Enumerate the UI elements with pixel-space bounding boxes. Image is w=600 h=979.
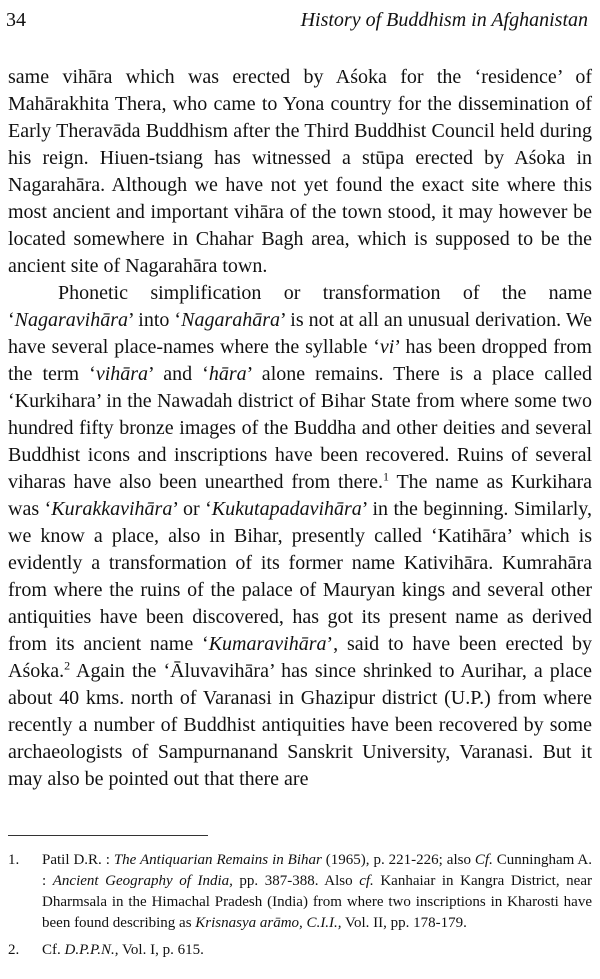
text-span: ’ has been dropped from the term ‘	[8, 336, 592, 385]
footnote-text	[42, 940, 592, 961]
text-span: Kanhaiar in Kangra District, near Dharmsala in the Himachal Pradesh (India) from where two inscriptions in Kharosti have been found describing as	[42, 873, 592, 931]
footnote-divider	[8, 835, 208, 836]
text-span: Cunningham A. :	[42, 852, 592, 889]
text-span: Phonetic simplification or transformation of the name ‘	[8, 282, 592, 331]
footnote-text	[42, 850, 592, 934]
italic-term: Kurakkavihāra	[51, 498, 173, 520]
text-span: Vol. II, pp. 178-179.	[341, 915, 467, 931]
footnotes	[8, 850, 592, 967]
text-span: ’ or ‘	[172, 498, 212, 520]
footnote-marker: 1	[383, 469, 389, 484]
text-span: ’, said to have been erected by Aśoka.	[8, 633, 592, 682]
italic-term: vihāra	[95, 363, 149, 385]
text-span: Cf.	[42, 942, 65, 958]
text-span: (1965), p. 221-226; also	[321, 852, 475, 868]
italic-term: vi	[379, 336, 395, 358]
italic-term: The Antiquarian Remains in Bihar	[113, 852, 322, 868]
italic-term: Kukutapadavihāra	[211, 498, 362, 520]
footnote-2	[8, 940, 592, 961]
text-span: Vol. I, p. 615.	[118, 942, 204, 958]
italic-term: Cf.	[474, 852, 493, 868]
italic-term: Ancient Geography of India,	[52, 873, 233, 889]
page-number: 34	[6, 8, 26, 31]
text-span: The name as Kurkihara was ‘	[8, 471, 592, 520]
text-span: ’ is not at all an unusual derivation. We have several place-names where the syllable ‘	[8, 309, 593, 358]
italic-term: D.P.P.N.,	[64, 942, 119, 958]
body-text	[8, 64, 592, 793]
text-span: Patil D.R. :	[42, 852, 114, 868]
italic-term: Kumaravihāra	[208, 633, 327, 655]
italic-term: hāra	[208, 363, 247, 385]
text-span: ’ and ‘	[148, 363, 209, 385]
text-span: ’ alone remains. There is a place called ‘Kurkihara’ in the Nawadah district of Bihar State from where some two hundred fifty bronze images of the Buddha and other deities and several Buddhist icons and inscriptions have been recovered. Ruins of several viharas have also been unearthed from there.	[8, 363, 593, 493]
italic-term: Nagarahāra	[181, 309, 281, 331]
footnote-1	[8, 850, 592, 934]
text-span: Again the ‘Āluvavihāra’ has since shrinked to Aurihar, a place about 40 kms. north of Varanasi in Ghazipur district (U.P.) from where recently a number of Buddhist antiquities have been recovered by some archaeologists of Sampurnanand Sanskrit University, Varanasi. But it may also be pointed out that there are	[8, 660, 592, 790]
running-header	[0, 0, 600, 40]
text-span: ’ in the beginning. Similarly, we know a place, also in Bihar, presently called ‘Katihāra’ which is evidently a transformation of its former name Kativihāra. Kumrahāra from where the ruins of the palace of Mauryan kings and several other antiquities have been discovered, has got its present name as derived from its ancient name ‘	[8, 498, 592, 655]
footnote-marker: 2	[64, 658, 71, 673]
running-title: History of Buddhism in Afghanistan	[300, 8, 588, 31]
footnote-number: 2.	[8, 942, 20, 958]
footnote-number: 1.	[8, 852, 20, 868]
italic-term: Krisnasya arāmo, C.I.I.,	[195, 915, 342, 931]
paragraph-2	[8, 280, 592, 793]
italic-term: cf.	[359, 873, 374, 889]
text-span: ’ into ‘	[128, 309, 182, 331]
paragraph-1: same vihāra which was erected by Aśoka for the ‘residence’ of Mahārakhita Thera, who came to Yona country for the dissemination of Early Theravāda Buddhism after the Third Buddhist Council held during his reign. Hiuen-tsiang has witnessed a stūpa erected by Aśoka in Nagarahāra. Although we have not yet found the exact site where this most ancient and important vihāra of the town stood, it may however be located somewhere in Chahar Bagh area, which is supposed to be the ancient site of Nagarahāra town.	[8, 66, 592, 277]
text-span: pp. 387-388. Also	[232, 873, 360, 889]
italic-term: Nagaravihāra	[14, 309, 129, 331]
